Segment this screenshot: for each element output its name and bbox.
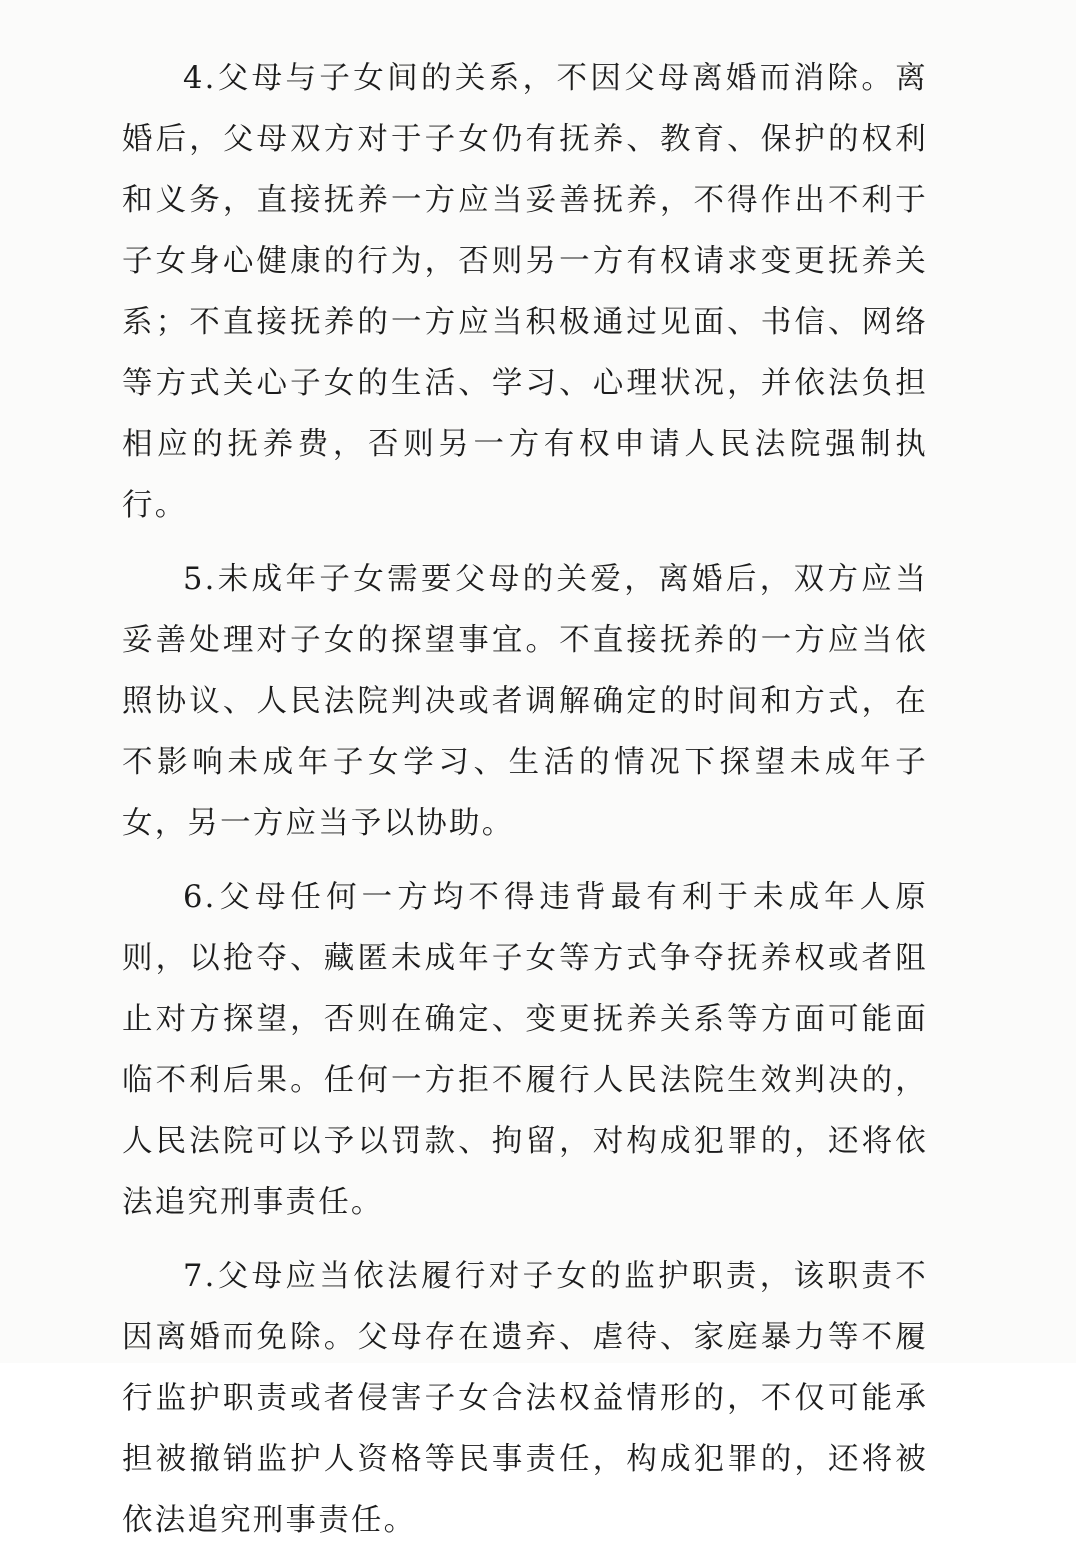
paragraph-7: [122, 1246, 928, 1551]
paragraph-number: 7.: [183, 1259, 217, 1294]
paragraph-text: 父母应当依法履行对子女的监护职责，该职责不因离婚而免除。父母存在遗弃、虐待、家庭暴力等不履行监护职责或者侵害子女合法权益情形的，不仅可能承担被撤销监护人资格等民事责任，构成犯罪的，还将被依法追究刑事责任。: [122, 1259, 928, 1538]
paragraph-gap: [122, 1233, 928, 1246]
paragraph-text: 未成年子女需要父母的关爱，离婚后，双方应当妥善处理对子女的探望事宜。不直接抚养的一方应当依照协议、人民法院判决或者调解确定的时间和方式，在不影响未成年子女学习、生活的情况下探望未成年子女，另一方应当予以协助。: [122, 562, 928, 841]
paragraph-4: [122, 48, 928, 536]
paragraph-number: 6.: [183, 880, 217, 915]
paragraph-gap: [122, 536, 928, 549]
paragraph-number: 4.: [183, 61, 217, 96]
paragraph-text: 父母与子女间的关系，不因父母离婚而消除。离婚后，父母双方对于子女仍有抚养、教育、保护的权利和义务，直接抚养一方应当妥善抚养，不得作出不利于子女身心健康的行为，否则另一方有权请求变更抚养关系；不直接抚养的一方应当积极通过见面、书信、网络等方式关心子女的生活、学习、心理状况，并依法负担相应的抚养费，否则另一方有权申请人民法院强制执行。: [122, 61, 928, 523]
paragraph-5: [122, 549, 928, 854]
paragraph-6: [122, 867, 928, 1233]
paragraph-text: 父母任何一方均不得违背最有利于未成年人原则，以抢夺、藏匿未成年子女等方式争夺抚养权或者阻止对方探望，否则在确定、变更抚养关系等方面可能面临不利后果。任何一方拒不履行人民法院生效判决的，人民法院可以予以罚款、拘留，对构成犯罪的，还将依法追究刑事责任。: [122, 880, 928, 1220]
paragraph-number: 5.: [183, 562, 217, 597]
paragraph-gap: [122, 854, 928, 867]
